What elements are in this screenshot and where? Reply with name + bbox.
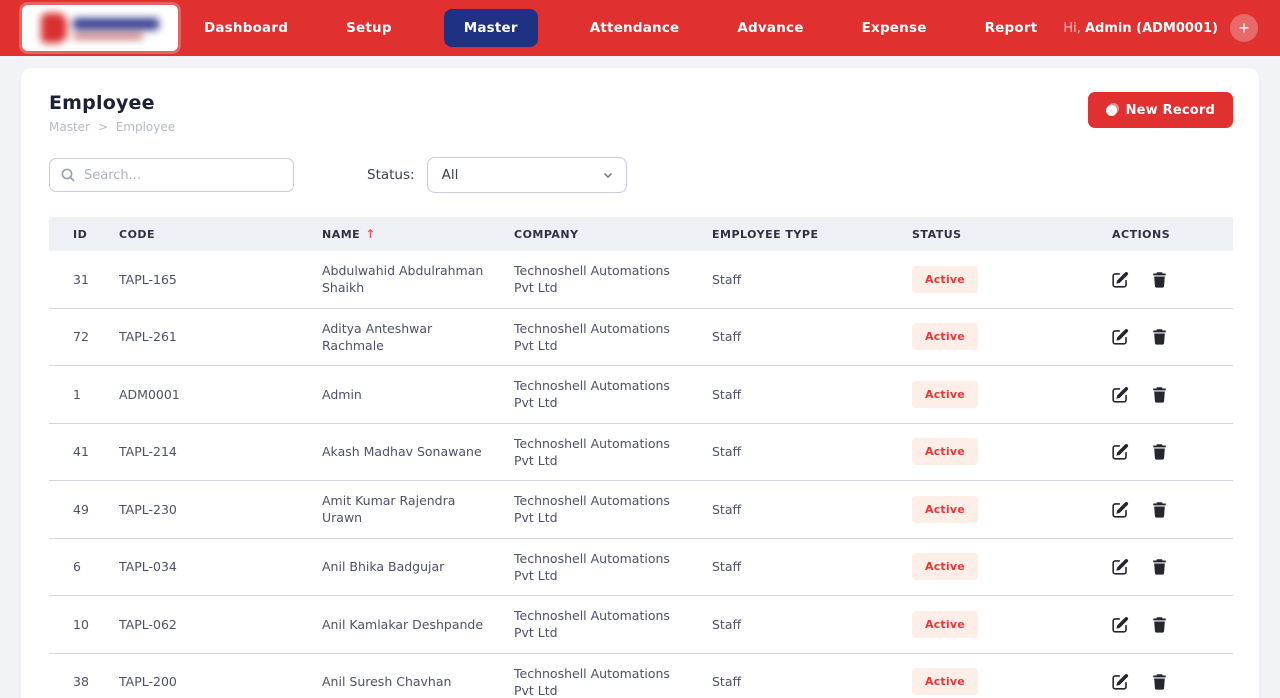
cell-status (912, 668, 1112, 695)
nav-item-dashboard[interactable]: Dashboard (203, 20, 289, 36)
cell-company: Technoshell Automations Pvt Ltd (514, 378, 670, 411)
cell-id: 72 (73, 329, 89, 345)
user-name: Admin (ADM0001) (1084, 20, 1218, 36)
cell-status (912, 611, 1112, 638)
filters-bar (49, 157, 1233, 193)
cell-actions (1112, 270, 1233, 288)
cell-status (912, 438, 1112, 465)
table-row (49, 539, 1233, 597)
top-navbar (0, 0, 1280, 56)
col-header-status[interactable]: STATUS (912, 227, 962, 241)
delete-button[interactable] (1151, 385, 1169, 403)
table-row (49, 251, 1233, 309)
cell-name: Admin (322, 386, 362, 402)
sort-ascending-icon: ↑ (365, 227, 376, 241)
cell-id: 38 (73, 674, 89, 690)
search-input[interactable] (49, 158, 294, 192)
user-area (1063, 14, 1258, 42)
search-box (49, 158, 294, 192)
cell-status (912, 496, 1112, 523)
cell-code: TAPL-200 (119, 674, 177, 690)
nav-item-expense[interactable]: Expense (861, 20, 927, 36)
cell-actions (1112, 558, 1233, 576)
cell-id: 10 (73, 616, 89, 632)
status-badge: Active (912, 611, 978, 638)
chevron-down-icon (602, 169, 614, 181)
cell-employee-type: Staff (712, 674, 742, 690)
table-row (49, 424, 1233, 482)
cell-code: TAPL-034 (119, 559, 177, 575)
cell-company: Technoshell Automations Pvt Ltd (514, 320, 670, 353)
trash-icon (1151, 386, 1168, 403)
employee-page-card (21, 68, 1259, 698)
new-record-icon (1106, 105, 1117, 116)
cell-status (912, 553, 1112, 580)
edit-button[interactable] (1112, 270, 1130, 288)
edit-pencil-icon (1112, 616, 1129, 633)
cell-name: Anil Bhika Badgujar (322, 559, 445, 575)
trash-icon (1151, 616, 1168, 633)
table-row (49, 366, 1233, 424)
edit-pencil-icon (1112, 673, 1129, 690)
edit-button[interactable] (1112, 385, 1130, 403)
edit-pencil-icon (1112, 501, 1129, 518)
cell-status (912, 323, 1112, 350)
edit-button[interactable] (1112, 328, 1130, 346)
employee-table (49, 217, 1233, 698)
table-row (49, 309, 1233, 367)
cell-name: Abdulwahid Abdulrahman Shaikh (322, 263, 484, 296)
trash-icon (1151, 501, 1168, 518)
cell-code: TAPL-230 (119, 501, 177, 517)
cell-code: ADM0001 (119, 386, 180, 402)
status-badge: Active (912, 553, 978, 580)
edit-pencil-icon (1112, 328, 1129, 345)
table-row (49, 481, 1233, 539)
delete-button[interactable] (1151, 500, 1169, 518)
delete-button[interactable] (1151, 673, 1169, 691)
edit-button[interactable] (1112, 615, 1130, 633)
cell-actions (1112, 673, 1233, 691)
col-header-company[interactable]: COMPANY (514, 227, 579, 241)
greeting-prefix: Hi, (1063, 20, 1081, 36)
logo-mark-icon (41, 13, 67, 43)
edit-button[interactable] (1112, 443, 1130, 461)
delete-button[interactable] (1151, 270, 1169, 288)
cell-code: TAPL-261 (119, 329, 177, 345)
cell-employee-type: Staff (712, 271, 742, 287)
cell-employee-type: Staff (712, 559, 742, 575)
breadcrumb-master[interactable]: Master (49, 120, 90, 134)
edit-pencil-icon (1112, 443, 1129, 460)
cell-name: Anil Kamlakar Deshpande (322, 616, 484, 632)
cell-employee-type: Staff (712, 444, 742, 460)
user-greeting (1063, 21, 1218, 36)
delete-button[interactable] (1151, 443, 1169, 461)
trash-icon (1151, 443, 1168, 460)
nav-item-attendance[interactable]: Attendance (589, 20, 680, 36)
delete-button[interactable] (1151, 615, 1169, 633)
table-row (49, 654, 1233, 698)
status-badge: Active (912, 496, 978, 523)
cell-name: Amit Kumar Rajendra Urawn (322, 493, 456, 526)
col-header-code[interactable]: CODE (119, 227, 156, 241)
breadcrumb (49, 120, 179, 134)
status-select-value: All (441, 167, 459, 183)
col-header-employee-type[interactable]: EMPLOYEE TYPE (712, 227, 819, 241)
cell-company: Technoshell Automations Pvt Ltd (514, 550, 670, 583)
cell-id: 6 (73, 559, 81, 575)
cell-company: Technoshell Automations Pvt Ltd (514, 435, 670, 468)
cell-company: Technoshell Automations Pvt Ltd (514, 665, 670, 698)
plus-icon: + (1238, 18, 1250, 38)
cell-employee-type: Staff (712, 386, 742, 402)
edit-pencil-icon (1112, 386, 1129, 403)
cell-company: Technoshell Automations Pvt Ltd (514, 263, 670, 296)
status-filter-label: Status: (367, 167, 415, 183)
status-select[interactable] (427, 157, 627, 193)
trash-icon (1151, 558, 1168, 575)
cell-id: 49 (73, 501, 89, 517)
col-header-actions: ACTIONS (1112, 227, 1171, 241)
cell-code: TAPL-062 (119, 616, 177, 632)
edit-button[interactable] (1112, 558, 1130, 576)
status-badge: Active (912, 381, 978, 408)
page-title: Employee (49, 92, 155, 114)
company-logo-blurred-art (41, 13, 159, 43)
col-header-id[interactable]: ID (73, 227, 88, 241)
new-record-button[interactable] (1088, 92, 1233, 128)
nav-item-master[interactable]: Master (444, 9, 538, 47)
table-row (49, 596, 1233, 654)
col-header-name[interactable]: NAME ↑ (322, 227, 376, 241)
cell-name: Aditya Anteshwar Rachmale (322, 320, 433, 353)
status-badge: Active (912, 323, 978, 350)
trash-icon (1151, 271, 1168, 288)
nav-item-advance[interactable]: Advance (737, 20, 804, 36)
cell-actions (1112, 443, 1233, 461)
cell-company: Technoshell Automations Pvt Ltd (514, 608, 670, 641)
cell-name: Anil Suresh Chavhan (322, 674, 452, 690)
cell-actions (1112, 385, 1233, 403)
company-logo[interactable] (22, 5, 178, 51)
add-user-button[interactable] (1230, 14, 1258, 42)
trash-icon (1151, 673, 1168, 690)
new-record-label: New Record (1125, 102, 1215, 118)
delete-button[interactable] (1151, 328, 1169, 346)
breadcrumb-employee: Employee (115, 120, 176, 134)
status-badge: Active (912, 668, 978, 695)
cell-id: 1 (73, 386, 81, 402)
main-nav (198, 9, 1043, 47)
status-badge: Active (912, 438, 978, 465)
cell-actions (1112, 615, 1233, 633)
cell-actions (1112, 500, 1233, 518)
breadcrumb-separator: > (97, 120, 108, 134)
cell-status (912, 381, 1112, 408)
nav-item-report[interactable]: Report (984, 20, 1038, 36)
search-icon (60, 167, 76, 183)
cell-employee-type: Staff (712, 329, 742, 345)
cell-company: Technoshell Automations Pvt Ltd (514, 493, 670, 526)
cell-code: TAPL-214 (119, 444, 177, 460)
nav-item-setup[interactable]: Setup (346, 20, 392, 36)
trash-icon (1151, 328, 1168, 345)
cell-name: Akash Madhav Sonawane (322, 444, 482, 460)
status-badge: Active (912, 266, 978, 293)
cell-status (912, 266, 1112, 293)
edit-pencil-icon (1112, 558, 1129, 575)
edit-button[interactable] (1112, 673, 1130, 691)
table-body (49, 251, 1233, 698)
page-header (49, 92, 1233, 134)
delete-button[interactable] (1151, 558, 1169, 576)
table-header-row (49, 217, 1233, 251)
cell-id: 41 (73, 444, 89, 460)
cell-code: TAPL-165 (119, 271, 177, 287)
cell-employee-type: Staff (712, 501, 742, 517)
cell-id: 31 (73, 271, 89, 287)
edit-button[interactable] (1112, 500, 1130, 518)
edit-pencil-icon (1112, 271, 1129, 288)
cell-actions (1112, 328, 1233, 346)
cell-employee-type: Staff (712, 616, 742, 632)
